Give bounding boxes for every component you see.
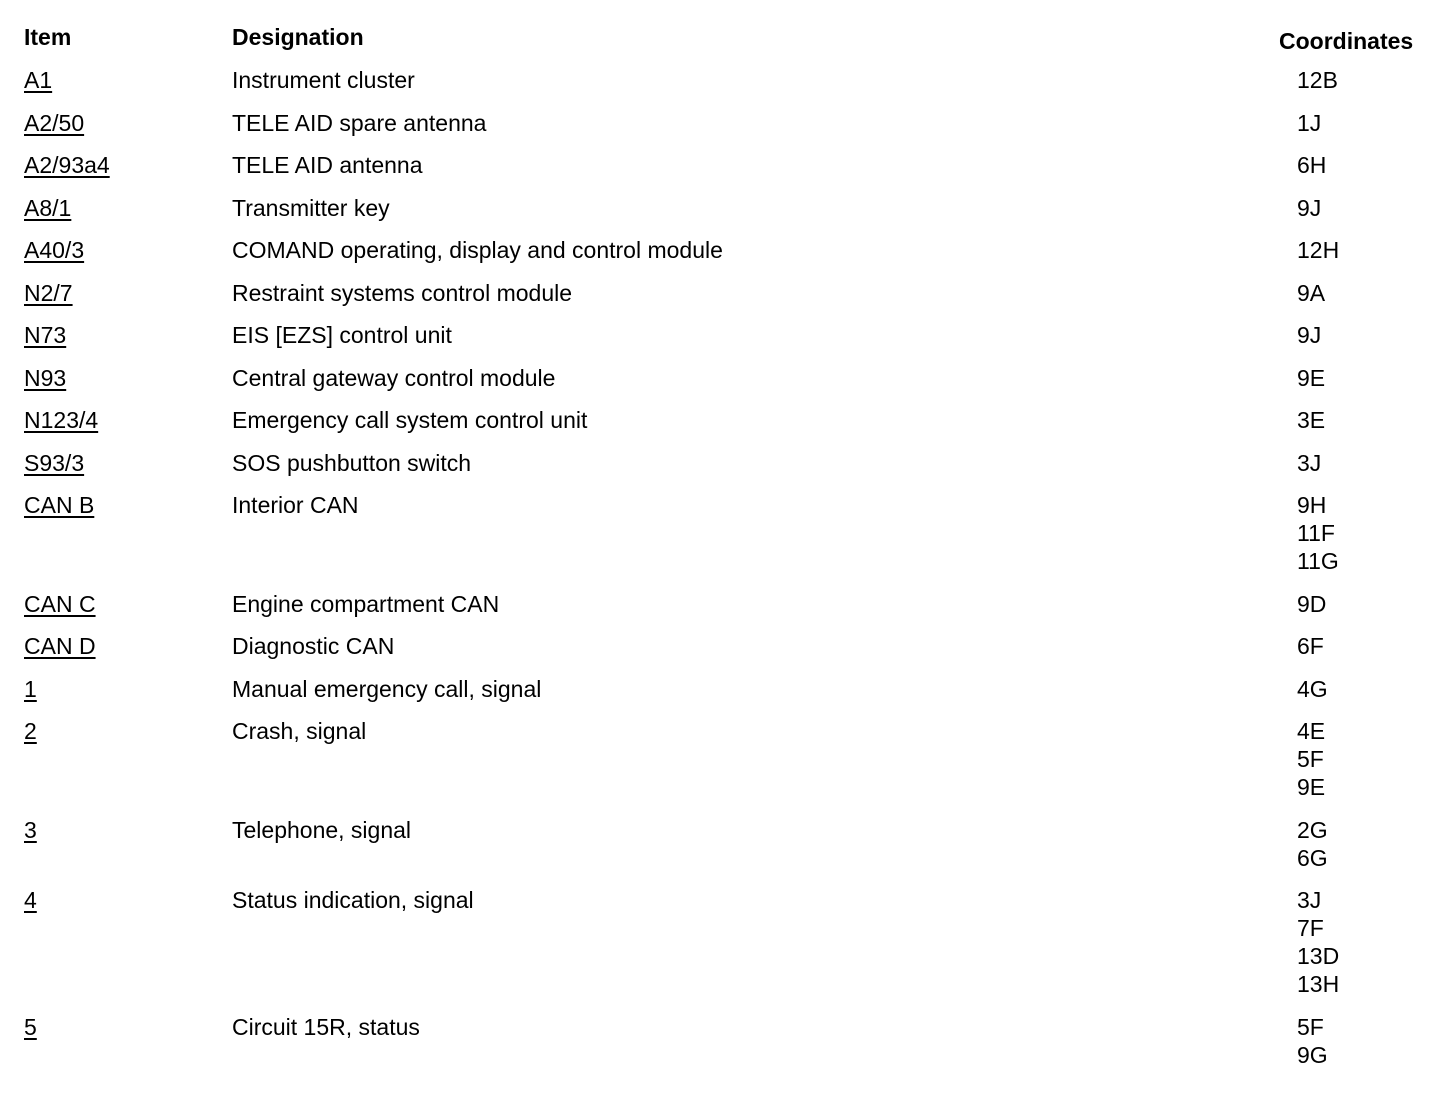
table-row [0,675,1456,718]
designation-text: TELE AID spare antenna [232,109,487,136]
table-row [0,816,1456,887]
legend-rows [0,66,1456,1083]
coordinate-value: 3J [1297,449,1322,476]
table-row [0,194,1456,237]
header-designation: Designation [232,24,364,50]
table-row [0,236,1456,279]
designation-text: Emergency call system control unit [232,407,588,433]
coordinates-list [1297,364,1325,392]
coordinates-list [1297,632,1324,660]
designation-text: TELE AID antenna [232,152,423,178]
designation-text: Restraint systems control module [232,279,573,306]
coordinate-value: 4E [1297,718,1326,744]
coordinates-list [1297,194,1321,222]
item-link[interactable]: A40/3 [24,237,85,263]
item-link[interactable]: 1 [24,675,37,702]
coordinates-list [1297,816,1328,872]
coordinate-value: 9E [1297,774,1326,800]
coordinate-value: 9J [1297,322,1322,348]
coordinate-value: 2G [1297,816,1328,843]
coordinate-value: 3J [1297,887,1322,913]
coordinates-list [1297,66,1338,94]
designation-text: SOS pushbutton switch [232,449,472,476]
item-link[interactable]: 4 [24,887,37,913]
designation-text: Circuit 15R, status [232,1013,420,1040]
coordinate-value: 5F [1297,746,1324,772]
table-row [0,406,1456,449]
item-link[interactable]: 2 [24,718,37,744]
item-link[interactable]: 5 [24,1013,37,1040]
table-row [0,491,1456,590]
coordinate-value: 9A [1297,279,1326,306]
coordinate-value: 3E [1297,407,1326,433]
table-row [0,364,1456,407]
item-link[interactable]: CAN C [24,590,96,617]
coordinates-list [1297,675,1328,703]
designation-text: Instrument cluster [232,67,415,93]
designation-text: Interior CAN [232,492,359,518]
coordinates-list [1297,151,1326,179]
item-link[interactable]: A1 [24,67,53,93]
coordinates-list [1297,406,1325,434]
table-row [0,717,1456,816]
table-row [0,590,1456,633]
coordinates-list [1297,717,1325,801]
header-item: Item [24,24,72,50]
coordinate-value: 13D [1297,943,1340,969]
table-row [0,886,1456,1013]
coordinate-value: 7F [1297,915,1324,941]
coordinates-list [1297,449,1321,477]
coordinate-value: 9E [1297,364,1326,391]
item-link[interactable]: N93 [24,364,67,391]
item-link[interactable]: N123/4 [24,407,99,433]
coordinate-value: 9G [1297,1041,1328,1068]
coordinate-value: 6G [1297,844,1328,871]
coordinate-value: 9H [1297,492,1327,518]
coordinate-value: 12B [1297,67,1338,93]
coordinate-value: 5F [1297,1013,1324,1040]
coordinates-list [1297,1013,1328,1069]
item-link[interactable]: A8/1 [24,194,72,221]
designation-text: Manual emergency call, signal [232,675,542,702]
designation-text: Telephone, signal [232,816,412,843]
item-link[interactable]: A2/50 [24,109,85,136]
table-row [0,632,1456,675]
designation-text: Crash, signal [232,718,367,744]
item-link[interactable]: S93/3 [24,449,85,476]
table-row [0,109,1456,152]
table-row [0,151,1456,194]
coordinate-value: 11G [1297,548,1339,574]
table-row [0,66,1456,109]
item-link[interactable]: CAN B [24,492,95,518]
coordinates-list [1297,491,1339,575]
item-link[interactable]: CAN D [24,633,96,659]
coordinate-value: 9J [1297,194,1322,221]
coordinate-value: 4G [1297,675,1328,702]
coordinate-value: 13H [1297,971,1340,997]
designation-text: Transmitter key [232,194,390,221]
coordinates-list [1297,886,1339,998]
coordinate-value: 6F [1297,633,1324,659]
item-link[interactable]: N73 [24,322,67,348]
item-link[interactable]: N2/7 [24,279,73,306]
designation-text: Engine compartment CAN [232,590,500,617]
designation-text: EIS [EZS] control unit [232,322,452,348]
table-row [0,1013,1456,1084]
item-link[interactable]: 3 [24,816,37,843]
table-row [0,279,1456,322]
coordinate-value: 9D [1297,590,1327,617]
designation-text: Diagnostic CAN [232,633,395,659]
coordinate-value: 12H [1297,237,1340,263]
coordinates-list [1297,109,1321,137]
table-row [0,449,1456,492]
coordinate-value: 11F [1297,520,1335,546]
coordinates-list [1297,321,1321,349]
designation-text: COMAND operating, display and control module [232,237,723,263]
designation-text: Status indication, signal [232,887,474,913]
coordinates-list [1297,279,1325,307]
header-coordinates: Coordinates [1279,28,1414,54]
coordinate-value: 1J [1297,109,1322,136]
table-header [0,24,1456,54]
coordinates-list [1297,236,1339,264]
table-row [0,321,1456,364]
item-link[interactable]: A2/93a4 [24,152,110,178]
designation-text: Central gateway control module [232,364,556,391]
coordinates-list [1297,590,1326,618]
coordinate-value: 6H [1297,152,1327,178]
